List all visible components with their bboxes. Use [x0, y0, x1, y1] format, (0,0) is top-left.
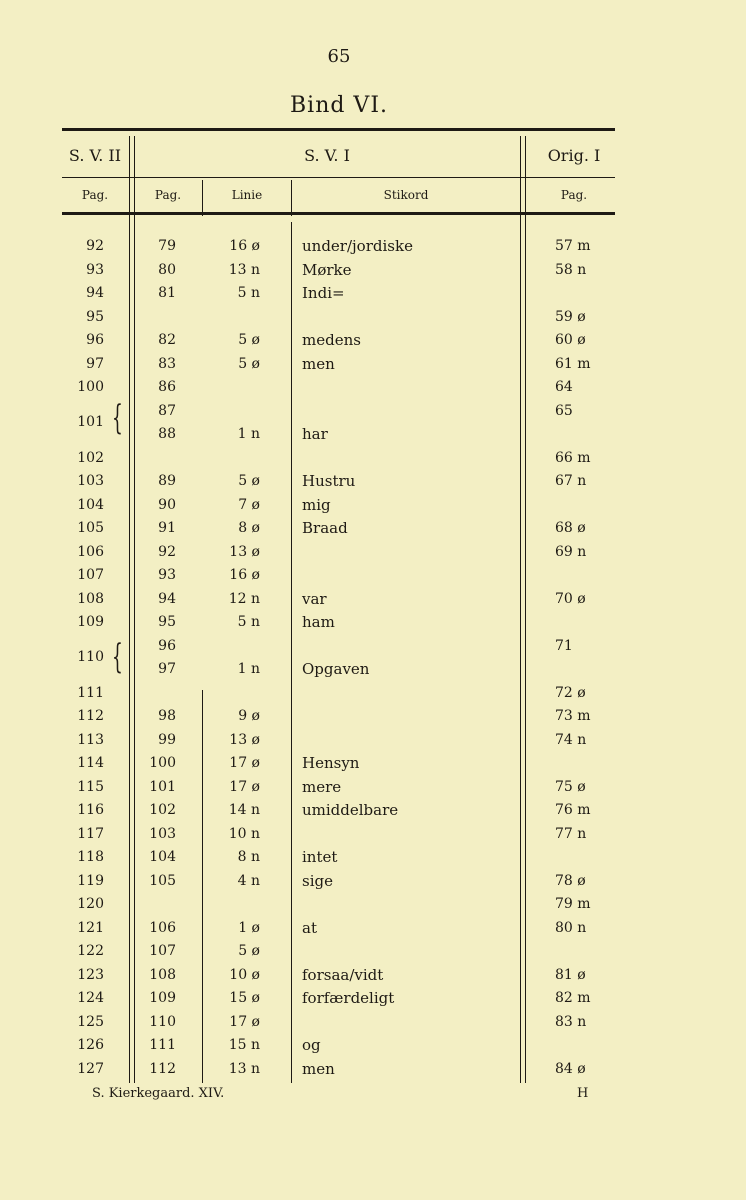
table-cell-sv2: 106	[77, 544, 104, 560]
table-cell-stikord: Indi=	[302, 284, 345, 302]
table-cell-orig: 73 m	[555, 708, 591, 724]
table-cell-pag: 91	[158, 520, 176, 536]
table-cell-orig: 59 ø	[555, 309, 586, 325]
table-cell-stikord: Hensyn	[302, 754, 360, 772]
table-cell-stikord: Hustru	[302, 472, 356, 490]
footer-signature: S. Kierkegaard. XIV.	[92, 1086, 225, 1101]
table-cell-linie: 5 ø	[238, 473, 260, 489]
table-cell-stikord: mere	[302, 778, 342, 796]
table-cell-orig: 78 ø	[555, 873, 586, 889]
table-cell-linie: 5 n	[237, 285, 260, 301]
table-cell-stikord: intet	[302, 848, 338, 866]
table-cell-linie: 16 ø	[229, 567, 260, 583]
table-cell-sv2: 126	[77, 1037, 104, 1053]
table-cell-sv2: 124	[77, 990, 104, 1006]
brace: {	[112, 398, 123, 438]
table-cell-sv2: 117	[77, 826, 104, 842]
table-cell-sv2: 92	[86, 238, 104, 254]
table-cell-orig: 79 m	[555, 896, 591, 912]
subheader-pag-orig: Pag.	[560, 188, 588, 202]
table-cell-sv2: 113	[77, 732, 104, 748]
table-cell-sv2: 127	[77, 1061, 104, 1077]
column-divider-double	[129, 136, 135, 1083]
page-number: 65	[327, 46, 351, 67]
table-cell-stikord: forsaa/vidt	[302, 966, 384, 984]
table-cell-linie: 9 ø	[238, 708, 260, 724]
table-cell-sv2: 105	[77, 520, 104, 536]
table-cell-pag: 104	[149, 849, 176, 865]
table-cell-linie: 5 n	[237, 614, 260, 630]
table-cell-linie: 17 ø	[229, 779, 260, 795]
table-cell-pag: 108	[149, 967, 176, 983]
table-cell-orig: 75 ø	[555, 779, 586, 795]
table-cell-linie: 7 ø	[238, 497, 260, 513]
footer-signature-mark: H	[577, 1086, 589, 1101]
table-cell-orig: 60 ø	[555, 332, 586, 348]
table-cell-stikord: Mørke	[302, 261, 352, 279]
table-cell-sv2: 114	[77, 755, 104, 771]
table-cell-stikord: sige	[302, 872, 333, 890]
table-cell-pag: 87	[158, 403, 176, 419]
subheader-pag-sv1: Pag.	[154, 188, 182, 202]
table-cell-pag: 86	[158, 379, 176, 395]
table-cell-sv2: 120	[77, 896, 104, 912]
table-cell-linie: 16 ø	[229, 238, 260, 254]
table-cell-sv2: 112	[77, 708, 104, 724]
table-cell-sv2: 111	[77, 685, 104, 701]
table-cell-sv2: 115	[77, 779, 104, 795]
table-cell-pag: 79	[158, 238, 176, 254]
table-cell-stikord: har	[302, 425, 328, 443]
table-cell-pag: 101	[149, 779, 176, 795]
table-cell-sv2: 101	[77, 414, 104, 430]
table-cell-pag: 95	[158, 614, 176, 630]
table-cell-sv2: 119	[77, 873, 104, 889]
table-cell-sv2: 104	[77, 497, 104, 513]
table-cell-pag: 107	[149, 943, 176, 959]
table-rule-top	[62, 128, 615, 131]
table-cell-orig: 77 n	[555, 826, 587, 842]
table-cell-linie: 17 ø	[229, 755, 260, 771]
table-cell-linie: 1 n	[237, 426, 260, 442]
subheader-stikord: Stikord	[383, 188, 429, 202]
table-cell-sv2: 100	[77, 379, 104, 395]
table-cell-pag: 82	[158, 332, 176, 348]
table-cell-orig: 76 m	[555, 802, 591, 818]
table-cell-orig: 84 ø	[555, 1061, 586, 1077]
table-cell-pag: 109	[149, 990, 176, 1006]
table-cell-pag: 83	[158, 356, 176, 372]
header-orig: Orig. I	[547, 146, 601, 165]
column-divider	[202, 690, 203, 1083]
table-cell-orig: 81 ø	[555, 967, 586, 983]
table-cell-orig: 74 n	[555, 732, 587, 748]
table-cell-pag: 98	[158, 708, 176, 724]
table-cell-orig: 82 m	[555, 990, 591, 1006]
table-cell-pag: 81	[158, 285, 176, 301]
table-cell-linie: 8 ø	[238, 520, 260, 536]
table-cell-stikord: var	[302, 590, 327, 608]
table-cell-sv2: 110	[77, 649, 104, 665]
table-cell-linie: 13 ø	[229, 732, 260, 748]
table-cell-linie: 8 n	[237, 849, 260, 865]
table-cell-orig: 83 n	[555, 1014, 587, 1030]
table-cell-linie: 1 n	[237, 661, 260, 677]
table-cell-sv2: 94	[86, 285, 104, 301]
table-cell-orig: 65	[555, 403, 573, 419]
table-cell-pag: 88	[158, 426, 176, 442]
table-cell-linie: 17 ø	[229, 1014, 260, 1030]
table-cell-sv2: 121	[77, 920, 104, 936]
table-cell-orig: 61 m	[555, 356, 591, 372]
table-cell-pag: 112	[149, 1061, 176, 1077]
table-cell-linie: 15 n	[228, 1037, 260, 1053]
table-cell-stikord: Braad	[302, 519, 348, 537]
table-cell-linie: 1 ø	[238, 920, 260, 936]
table-cell-sv2: 125	[77, 1014, 104, 1030]
table-cell-pag: 100	[149, 755, 176, 771]
table-cell-sv2: 122	[77, 943, 104, 959]
table-cell-sv2: 102	[77, 450, 104, 466]
table-cell-orig: 66 m	[555, 450, 591, 466]
column-divider-double	[520, 136, 526, 1083]
table-cell-pag: 96	[158, 638, 176, 654]
table-cell-orig: 68 ø	[555, 520, 586, 536]
table-cell-stikord: men	[302, 355, 335, 373]
subheader-linie: Linie	[231, 188, 263, 202]
table-cell-stikord: forfærdeligt	[302, 989, 395, 1007]
table-cell-sv2: 103	[77, 473, 104, 489]
table-cell-sv2: 97	[86, 356, 104, 372]
header-sv1: S. V. I	[304, 146, 350, 165]
table-cell-stikord: men	[302, 1060, 335, 1078]
table-cell-pag: 94	[158, 591, 176, 607]
table-cell-sv2: 108	[77, 591, 104, 607]
table-cell-sv2: 118	[77, 849, 104, 865]
table-cell-pag: 92	[158, 544, 176, 560]
table-cell-sv2: 123	[77, 967, 104, 983]
table-cell-pag: 89	[158, 473, 176, 489]
table-cell-linie: 13 n	[228, 262, 260, 278]
table-cell-sv2: 116	[77, 802, 104, 818]
table-cell-sv2: 107	[77, 567, 104, 583]
header-sv2: S. V. II	[68, 146, 122, 165]
table-cell-sv2: 95	[86, 309, 104, 325]
table-cell-sv2: 109	[77, 614, 104, 630]
table-cell-linie: 10 ø	[229, 967, 260, 983]
table-cell-pag: 97	[158, 661, 176, 677]
table-cell-linie: 13 ø	[229, 544, 260, 560]
table-cell-linie: 5 ø	[238, 356, 260, 372]
table-cell-linie: 10 n	[228, 826, 260, 842]
table-cell-orig: 69 n	[555, 544, 587, 560]
table-cell-pag: 103	[149, 826, 176, 842]
subheader-pag-sv2: Pag.	[81, 188, 109, 202]
table-cell-sv2: 93	[86, 262, 104, 278]
table-cell-stikord: mig	[302, 496, 331, 514]
table-rule-bottom	[62, 212, 615, 215]
table-cell-orig: 57 m	[555, 238, 591, 254]
brace: {	[112, 637, 123, 677]
table-cell-orig: 72 ø	[555, 685, 586, 701]
table-cell-pag: 93	[158, 567, 176, 583]
table-cell-pag: 106	[149, 920, 176, 936]
table-cell-linie: 5 ø	[238, 943, 260, 959]
table-cell-stikord: under/jordiske	[302, 237, 413, 255]
table-cell-linie: 13 n	[228, 1061, 260, 1077]
table-cell-stikord: og	[302, 1036, 321, 1054]
table-cell-orig: 70 ø	[555, 591, 586, 607]
table-cell-pag: 99	[158, 732, 176, 748]
table-rule-middle	[62, 177, 615, 178]
table-cell-pag: 111	[149, 1037, 176, 1053]
table-cell-stikord: at	[302, 919, 317, 937]
table-cell-linie: 12 n	[228, 591, 260, 607]
table-cell-stikord: ham	[302, 613, 335, 631]
table-cell-pag: 105	[149, 873, 176, 889]
table-cell-orig: 71	[555, 638, 573, 654]
table-cell-orig: 58 n	[555, 262, 587, 278]
table-cell-linie: 14 n	[228, 802, 260, 818]
table-cell-linie: 15 ø	[229, 990, 260, 1006]
table-cell-orig: 67 n	[555, 473, 587, 489]
table-cell-stikord: Opgaven	[302, 660, 370, 678]
table-cell-stikord: medens	[302, 331, 361, 349]
column-divider	[291, 222, 292, 1083]
table-cell-linie: 5 ø	[238, 332, 260, 348]
table-cell-pag: 110	[149, 1014, 176, 1030]
table-cell-pag: 102	[149, 802, 176, 818]
table-cell-pag: 90	[158, 497, 176, 513]
table-cell-pag: 80	[158, 262, 176, 278]
table-cell-stikord: umiddelbare	[302, 801, 399, 819]
volume-title: Bind VI.	[289, 93, 389, 118]
table-cell-orig: 64	[555, 379, 573, 395]
table-cell-orig: 80 n	[555, 920, 587, 936]
table-cell-sv2: 96	[86, 332, 104, 348]
table-cell-linie: 4 n	[237, 873, 260, 889]
